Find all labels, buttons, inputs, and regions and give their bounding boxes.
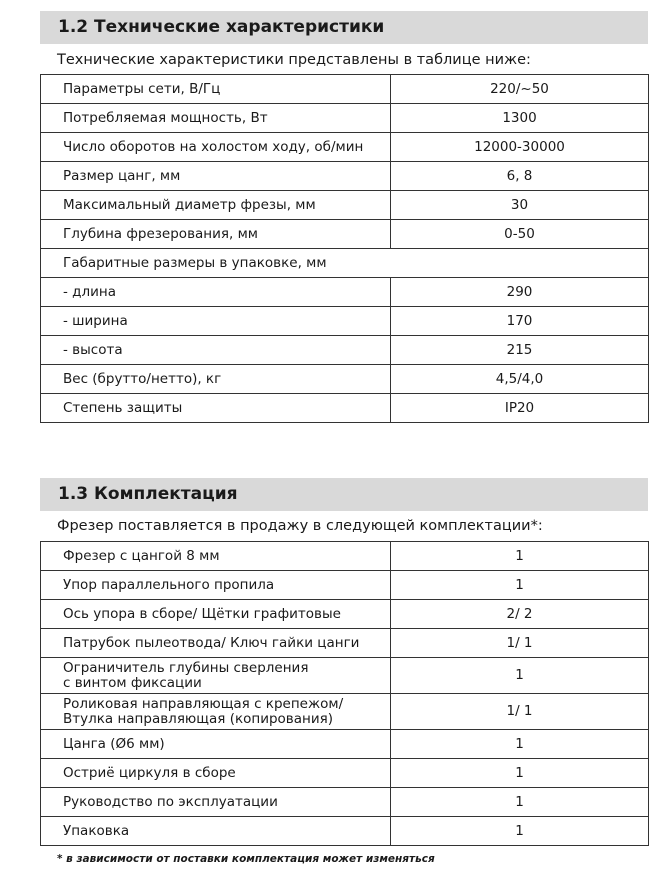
table-row — [41, 600, 649, 629]
section-title-package: 1.3 Комплектация — [40, 478, 648, 511]
package-item: Упор параллельного пропила — [41, 571, 391, 600]
package-qty: 1 — [391, 759, 649, 788]
table-row — [41, 75, 649, 104]
spec-value: IP20 — [391, 394, 649, 423]
package-qty: 1 — [391, 817, 649, 846]
spec-param: Параметры сети, В/Гц — [41, 75, 391, 104]
specs-intro: Технические характеристики представлены в таблице ниже: — [57, 52, 531, 68]
table-row — [41, 191, 649, 220]
package-item: Руководство по эксплуатации — [41, 788, 391, 817]
package-qty: 1 — [391, 730, 649, 759]
spec-param: Глубина фрезерования, мм — [41, 220, 391, 249]
section-title-specs: 1.2 Технические характеристики — [40, 11, 648, 44]
footnote: * в зависимости от поставки комплектация может изменяться — [57, 853, 435, 865]
table-row — [41, 730, 649, 759]
package-item: Упаковка — [41, 817, 391, 846]
table-row — [41, 571, 649, 600]
spec-value: 4,5/4,0 — [391, 365, 649, 394]
package-item: Цанга (Ø6 мм) — [41, 730, 391, 759]
package-item-line: Втулка направляющая (копирования) — [63, 710, 334, 727]
table-row — [41, 629, 649, 658]
table-row — [41, 365, 649, 394]
spec-value: 220/~50 — [391, 75, 649, 104]
spec-param: Число оборотов на холостом ходу, об/мин — [41, 133, 391, 162]
spec-value: 6, 8 — [391, 162, 649, 191]
package-intro: Фрезер поставляется в продажу в следующей комплектации*: — [57, 518, 543, 534]
package-item: Остриё циркуля в сборе — [41, 759, 391, 788]
spec-param: Размер цанг, мм — [41, 162, 391, 191]
package-item: Патрубок пылеотвода/ Ключ гайки цанги — [41, 629, 391, 658]
spec-value: 30 — [391, 191, 649, 220]
specs-table — [40, 74, 649, 423]
spec-param: Вес (брутто/нетто), кг — [41, 365, 391, 394]
table-row — [41, 249, 649, 278]
package-qty: 2/ 2 — [391, 600, 649, 629]
table-row — [41, 220, 649, 249]
package-item — [41, 658, 391, 694]
table-row — [41, 278, 649, 307]
spec-value: 12000-30000 — [391, 133, 649, 162]
package-item-line: с винтом фиксации — [63, 674, 202, 691]
package-qty: 1 — [391, 658, 649, 694]
table-row — [41, 759, 649, 788]
package-qty: 1/ 1 — [391, 694, 649, 730]
package-item — [41, 694, 391, 730]
spec-value: 215 — [391, 336, 649, 365]
spec-param: Габаритные размеры в упаковке, мм — [41, 249, 649, 278]
package-qty: 1 — [391, 788, 649, 817]
package-item: Ось упора в сборе/ Щётки графитовые — [41, 600, 391, 629]
package-item-line: Ограничитель глубины сверления — [63, 659, 309, 676]
spec-param: Максимальный диаметр фрезы, мм — [41, 191, 391, 220]
package-qty: 1 — [391, 571, 649, 600]
package-table — [40, 541, 649, 846]
table-row — [41, 817, 649, 846]
spec-value: 1300 — [391, 104, 649, 133]
table-row — [41, 336, 649, 365]
table-row — [41, 542, 649, 571]
spec-param: Потребляемая мощность, Вт — [41, 104, 391, 133]
table-row — [41, 658, 649, 694]
table-row — [41, 394, 649, 423]
spec-value: 0-50 — [391, 220, 649, 249]
package-item-line: Роликовая направляющая с крепежом/ — [63, 695, 344, 712]
spec-param: - высота — [41, 336, 391, 365]
package-item: Фрезер с цангой 8 мм — [41, 542, 391, 571]
package-qty: 1/ 1 — [391, 629, 649, 658]
spec-param: Степень защиты — [41, 394, 391, 423]
spec-value: 290 — [391, 278, 649, 307]
table-row — [41, 162, 649, 191]
table-row — [41, 307, 649, 336]
spec-param: - ширина — [41, 307, 391, 336]
table-row — [41, 104, 649, 133]
table-row — [41, 694, 649, 730]
spec-param: - длина — [41, 278, 391, 307]
package-qty: 1 — [391, 542, 649, 571]
table-row — [41, 133, 649, 162]
table-row — [41, 788, 649, 817]
spec-value: 170 — [391, 307, 649, 336]
